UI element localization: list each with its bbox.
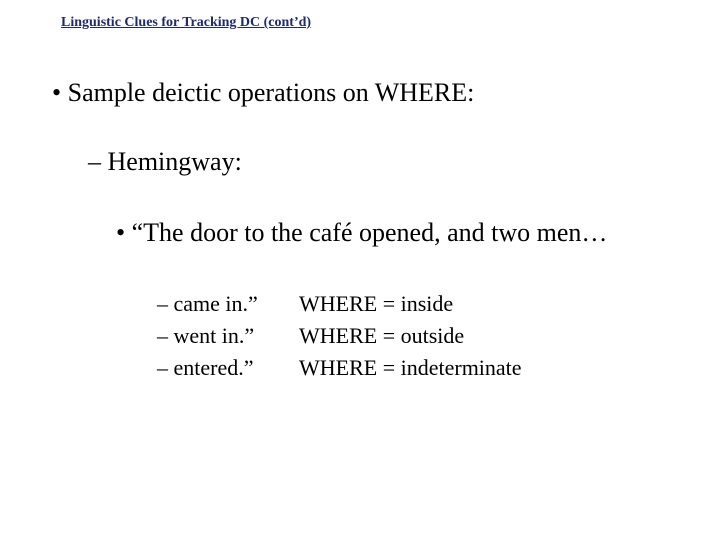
bullet-dash-icon: – [88, 147, 101, 176]
case-continuation: – entered.” [157, 355, 254, 380]
case-result: WHERE = indeterminate [299, 355, 522, 380]
slide-title: Linguistic Clues for Tracking DC (cont’d) [61, 15, 312, 30]
bullet-level-1 [52, 78, 474, 108]
case-result: WHERE = outside [299, 323, 465, 348]
case-continuation: – came in.” [157, 291, 258, 316]
case-result: WHERE = inside [299, 291, 454, 316]
bullet-dot-icon: • [52, 78, 62, 107]
bullet-level-3 [116, 218, 607, 248]
case-continuation: – went in.” [157, 323, 255, 348]
bullet-level-3-text: “The door to the café opened, and two men… [131, 218, 608, 247]
bullet-dot-icon: • [116, 218, 126, 247]
bullet-level-2-text: Hemingway: [107, 147, 242, 176]
bullet-level-2 [88, 147, 242, 177]
bullet-level-1-text: Sample deictic operations on WHERE: [67, 78, 475, 107]
